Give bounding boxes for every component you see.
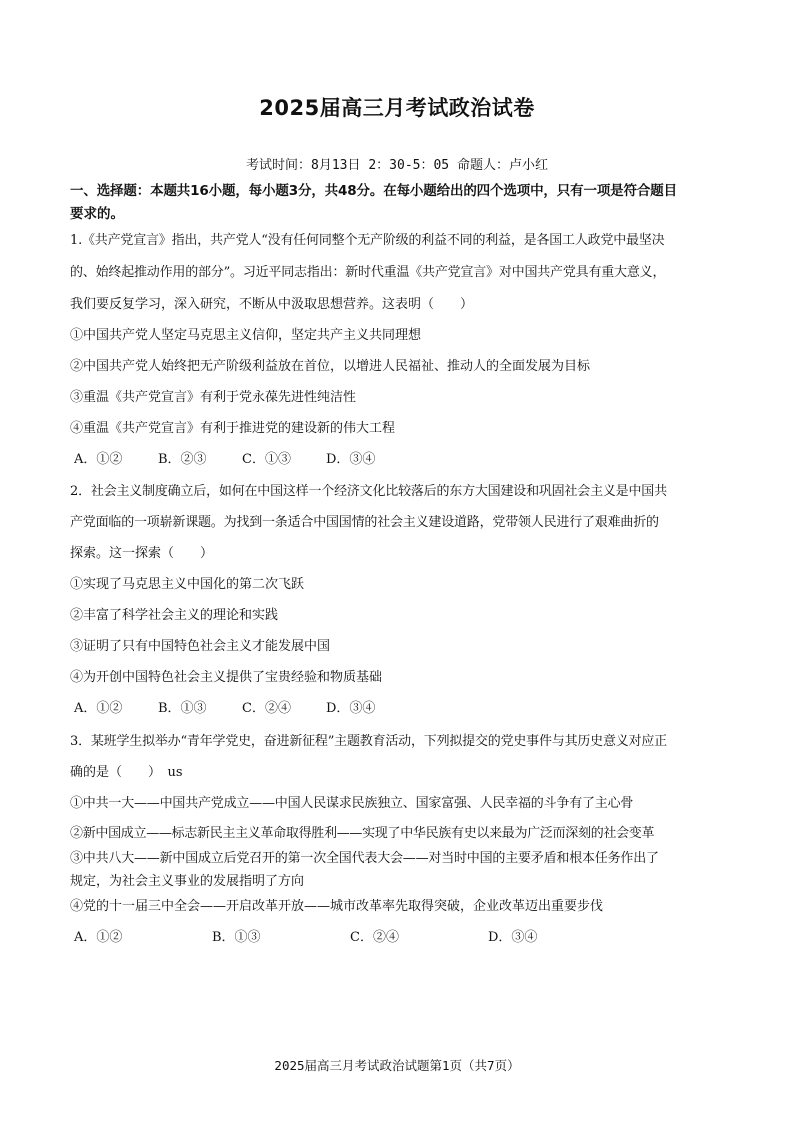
- q3-option-b[interactable]: B．①③: [212, 930, 261, 945]
- q1-item: ①中国共产党人坚定马克思主义信仰，坚定共产主义共同理想: [70, 328, 422, 343]
- q1-option-d[interactable]: D．③④: [326, 452, 376, 467]
- page-footer: 2025届高三月考试政治试题第1页（共7页）: [274, 1058, 520, 1073]
- q2-stem-line: 产党面临的一项崭新课题。为找到一条适合中国国情的社会主义建设道路，党带领人民进行了艰难曲折的: [70, 515, 659, 530]
- q3-option-a[interactable]: A．①②: [74, 930, 123, 945]
- q1-options: [74, 451, 410, 469]
- q1-stem-line: 1.《共产党宣言》指出，共产党人“没有任何同整个无产阶级的利益不同的利益，是各国工人政党中最坚决: [70, 233, 665, 248]
- q1-stem-line: 的、始终起推动作用的部分”。习近平同志指出：新时代重温《共产党宣言》对中国共产党具有重大意义，: [70, 265, 666, 280]
- q2-option-c[interactable]: C．②④: [242, 701, 291, 716]
- q3-item: ④党的十一届三中全会——开启改革开放——城市改革率先取得突破，企业改革迈出重要步伐: [70, 899, 604, 914]
- q3-item: ②新中国成立——标志新民主主义革命取得胜利——实现了中华民族有史以来最为广泛而深刻的社会变革: [70, 826, 655, 841]
- q2-item: ④为开创中国特色社会主义提供了宝贵经验和物质基础: [70, 670, 383, 685]
- q1-option-a[interactable]: A．①②: [74, 452, 123, 467]
- q2-item: ③证明了只有中国特色社会主义才能发展中国: [70, 639, 331, 654]
- q2-item: ②丰富了科学社会主义的理论和实践: [70, 608, 279, 623]
- q3-stem-line: 确的是（ ） us: [70, 765, 183, 780]
- q1-option-b[interactable]: B．②③: [158, 452, 207, 467]
- q3-item: ①中共一大——中国共产党成立——中国人民谋求民族独立、国家富强、人民幸福的斗争有了主心骨: [70, 796, 634, 811]
- q2-option-d[interactable]: D．③④: [326, 701, 376, 716]
- section-heading-line: 要求的。: [70, 206, 124, 222]
- q3-stem-line: 3．某班学生拟举办“青年学党史，奋进新征程”主题教育活动，下列拟提交的党史事件与其历史意义对应正: [70, 734, 667, 749]
- q2-stem-line: 2．社会主义制度确立后，如何在中国这样一个经济文化比较落后的东方大国建设和巩固社会主义是中国共: [70, 484, 667, 499]
- exam-meta: 考试时间：8月13日 2：30-5：05 命题人：卢小红: [246, 158, 548, 173]
- section-heading-line: 一、选择题：本题共16小题，每小题3分，共48分。在每小题给出的四个选项中，只有一项是符合题目: [70, 183, 677, 199]
- q1-option-c[interactable]: C．①③: [242, 452, 291, 467]
- q2-option-b[interactable]: B．①③: [158, 701, 207, 716]
- q2-option-a[interactable]: A．①②: [74, 701, 123, 716]
- q1-item: ④重温《共产党宣言》有利于推进党的建设新的伟大工程: [70, 421, 396, 436]
- exam-title: 2025届高三月考试政治试卷: [259, 96, 535, 120]
- q3-option-c[interactable]: C．②④: [350, 930, 399, 945]
- q3-item: ③中共八大——新中国成立后党召开的第一次全国代表大会——对当时中国的主要矛盾和根本任务作出了: [70, 851, 659, 866]
- q1-stem-line: 我们要反复学习，深入研究，不断从中汲取思想营养。这表明（ ）: [70, 297, 474, 312]
- q2-options: [74, 700, 410, 718]
- q1-item: ②中国共产党人始终把无产阶级利益放在首位，以增进人民福祉、推动人的全面发展为目标: [70, 359, 591, 374]
- q3-item-continuation: 规定，为社会主义事业的发展指明了方向: [70, 874, 305, 889]
- q1-item: ③重温《共产党宣言》有利于党永葆先进性纯洁性: [70, 390, 357, 405]
- q3-options: [74, 929, 588, 947]
- q2-item: ①实现了马克思主义中国化的第二次飞跃: [70, 577, 305, 592]
- section-heading: [70, 180, 726, 226]
- q2-stem-line: 探索。这一探索（ ）: [70, 546, 214, 561]
- q3-option-d[interactable]: D．③④: [488, 930, 538, 945]
